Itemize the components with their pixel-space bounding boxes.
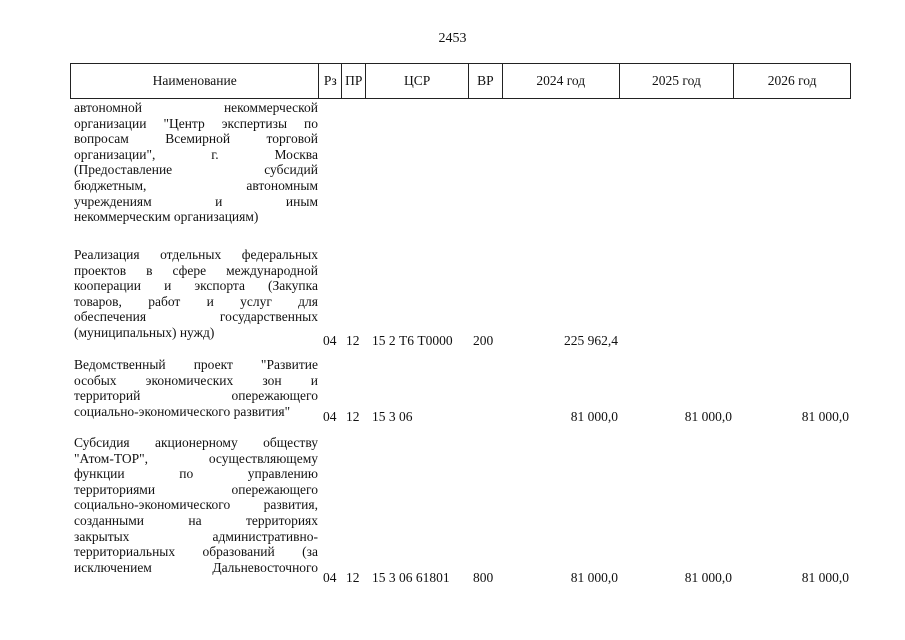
cell-csr: 15 3 06 61801 bbox=[372, 570, 450, 585]
cell-2024: 81 000,0 bbox=[570, 409, 618, 424]
name-line: автономной некоммерческой bbox=[74, 100, 318, 115]
name-line: (Предоставление субсидий bbox=[74, 162, 318, 178]
header-name: Наименование bbox=[71, 64, 319, 98]
table-row-name bbox=[74, 247, 318, 341]
cell-pr: 12 bbox=[346, 570, 360, 585]
cell-rz: 04 bbox=[323, 409, 337, 424]
name-line: территориальных образований (за bbox=[74, 544, 318, 560]
cell-pr: 12 bbox=[346, 333, 360, 348]
name-line: созданными на территориях bbox=[74, 512, 318, 528]
table-row-name bbox=[74, 435, 318, 575]
name-line: закрытых административно- bbox=[74, 528, 318, 544]
name-line: бюджетным, автономным bbox=[74, 177, 318, 193]
name-line: (муниципальных) нужд) bbox=[74, 324, 215, 340]
name-line: обеспечения государственных bbox=[74, 309, 318, 325]
name-line: Реализация отдельных федеральных bbox=[74, 247, 318, 262]
header-rz: Рз bbox=[319, 64, 342, 98]
cell-csr: 15 3 06 bbox=[372, 409, 413, 424]
cell-2026: 81 000,0 bbox=[801, 570, 849, 585]
page-number: 2453 bbox=[438, 31, 467, 46]
cell-rz: 04 bbox=[323, 570, 337, 585]
header-pr: ПР bbox=[342, 64, 366, 98]
cell-2025: 81 000,0 bbox=[684, 409, 732, 424]
table-row-name bbox=[74, 357, 318, 419]
cell-2024: 81 000,0 bbox=[570, 570, 618, 585]
name-line: функции по управлению bbox=[74, 466, 318, 482]
name-line: товаров, работ и услуг для bbox=[74, 293, 318, 309]
name-line: проектов в сфере международной bbox=[74, 262, 318, 278]
header-2024: 2024 год bbox=[503, 64, 620, 98]
cell-csr: 15 2 Т6 Т0000 bbox=[372, 333, 453, 348]
name-line: Ведомственный проект "Развитие bbox=[74, 357, 318, 372]
cell-2024: 225 962,4 bbox=[564, 333, 618, 348]
cell-2026: 81 000,0 bbox=[801, 409, 849, 424]
name-line: территориями опережающего bbox=[74, 481, 318, 497]
name-line: Субсидия акционерному обществу bbox=[74, 435, 318, 450]
cell-vr: 800 bbox=[473, 570, 494, 585]
cell-pr: 12 bbox=[346, 409, 360, 424]
name-line: исключением Дальневосточного bbox=[74, 559, 318, 575]
header-csr: ЦСР bbox=[366, 64, 469, 98]
name-line: учреждениям и иным bbox=[74, 193, 318, 209]
table-header bbox=[70, 63, 851, 99]
name-line: некоммерческим организациям) bbox=[74, 209, 259, 225]
name-line: кооперации и экспорта (Закупка bbox=[74, 278, 318, 294]
name-line: социально-экономического развития, bbox=[74, 497, 318, 513]
name-line: особых экономических зон и bbox=[74, 372, 318, 388]
name-line: вопросам Всемирной торговой bbox=[74, 131, 318, 147]
name-line: организации "Центр экспертизы по bbox=[74, 115, 318, 131]
header-2026: 2026 год bbox=[767, 73, 817, 88]
header-2025: 2025 год bbox=[620, 64, 735, 98]
table-row-name bbox=[74, 100, 318, 225]
cell-2025: 81 000,0 bbox=[684, 570, 732, 585]
name-line: территорий опережающего bbox=[74, 388, 318, 404]
cell-vr: 200 bbox=[473, 333, 494, 348]
cell-rz: 04 bbox=[323, 333, 337, 348]
name-line: организации", г. Москва bbox=[74, 146, 318, 162]
header-vr: ВР bbox=[469, 64, 503, 98]
name-line: социально-экономического развития" bbox=[74, 403, 291, 419]
name-line: "Атом-ТОР", осуществляющему bbox=[74, 450, 318, 466]
